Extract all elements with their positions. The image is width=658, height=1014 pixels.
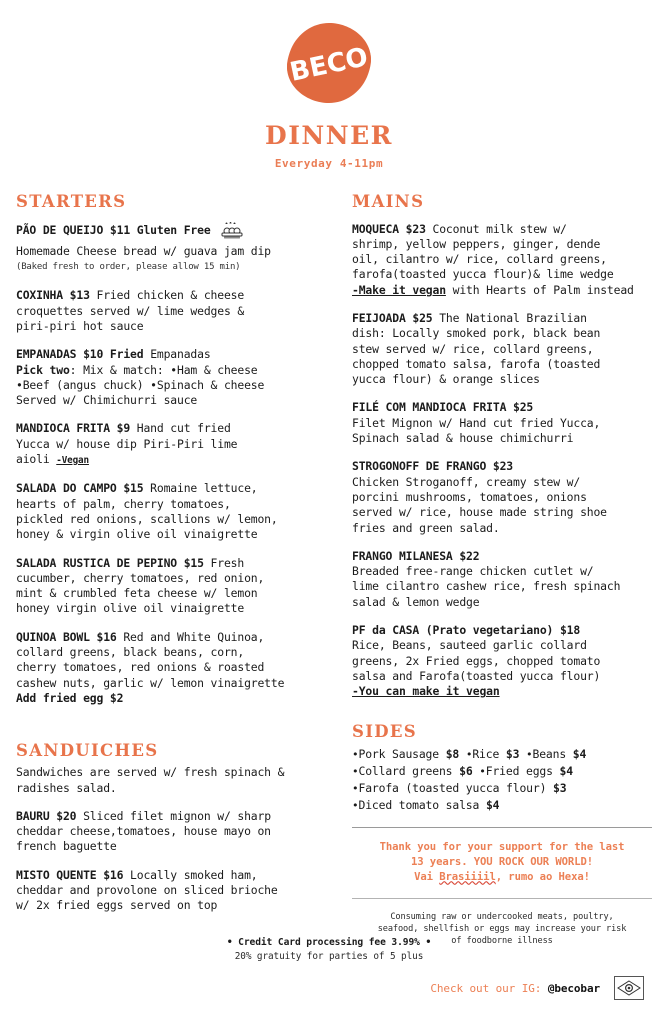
item-description-line: cherry tomatoes, red onions & roasted bbox=[16, 660, 265, 675]
item-description-line: Locally smoked ham, bbox=[130, 867, 258, 882]
item-description-line: chopped tomato salsa, farofa (toasted bbox=[352, 356, 601, 371]
menu-item bbox=[352, 400, 652, 446]
left-column bbox=[16, 192, 330, 914]
item-description-line: fries and green salad. bbox=[352, 520, 500, 535]
beco-logo bbox=[283, 19, 375, 107]
sides-list bbox=[352, 746, 652, 814]
menu-item bbox=[352, 549, 652, 610]
side-row bbox=[352, 746, 652, 763]
menu-footer bbox=[0, 937, 658, 1014]
side-label: Beans bbox=[532, 746, 567, 761]
item-description-line: Fresh bbox=[210, 555, 245, 570]
item-description-line: cashew nuts, garlic w/ lemon vinaigrette bbox=[16, 675, 285, 690]
disclaimer-line: seafood, shellfish or eggs may increase your risk bbox=[377, 923, 627, 934]
diet-tag-suffix: with Hearts of Palm instead bbox=[445, 282, 634, 297]
item-name: SALADA DO CAMPO $15 bbox=[16, 481, 144, 496]
thanks-line bbox=[352, 870, 652, 885]
logo-text: BECO bbox=[287, 42, 371, 88]
thanks-line: Thank you for your support for the last bbox=[379, 840, 625, 853]
side-price: $4 bbox=[572, 746, 587, 761]
divider-above-thanks bbox=[352, 827, 652, 828]
thank-you-message bbox=[352, 840, 652, 885]
divider-above-disclaimer bbox=[352, 898, 652, 899]
item-description-line: stew served w/ rice, collard greens, bbox=[352, 341, 594, 356]
page-title: DINNER bbox=[265, 121, 393, 150]
item-description-line: Served w/ Chimichurri sauce bbox=[16, 393, 198, 408]
item-description-line: Hand cut fried bbox=[136, 421, 231, 436]
menu-item bbox=[16, 288, 330, 334]
side-price: $6 bbox=[459, 763, 473, 778]
item-name: BAURU $20 bbox=[16, 808, 77, 823]
item-description-line: •Beef (angus chuck) •Spinach & cheese bbox=[16, 377, 265, 392]
menu-item bbox=[16, 421, 330, 468]
item-name: COXINHA $13 bbox=[16, 288, 90, 303]
item-description-line: porcini mushrooms, tomatoes, onions bbox=[352, 489, 587, 504]
bullet-icon: • bbox=[465, 747, 473, 761]
item-description-line: Red and White Quinoa, bbox=[123, 629, 265, 644]
side-label: Rice bbox=[472, 746, 500, 761]
item-name: MISTO QUENTE $16 bbox=[16, 867, 124, 882]
pick-two-label: Pick two bbox=[16, 362, 70, 377]
section-heading-sanduiches: SANDUICHES bbox=[16, 741, 159, 761]
item-description-line: honey virgin olive oil vinaigrette bbox=[16, 601, 245, 616]
menu-columns bbox=[0, 170, 658, 947]
bullet-icon: • bbox=[352, 747, 359, 761]
instagram-row bbox=[0, 966, 658, 1014]
item-description-line: aioli -Vegan bbox=[16, 452, 89, 467]
item-description-line: Coconut milk stew w/ bbox=[432, 221, 567, 236]
eye-diamond-icon bbox=[614, 976, 644, 1000]
item-description-line: Sliced filet mignon w/ sharp bbox=[83, 808, 271, 823]
intro-line: radishes salad. bbox=[16, 780, 117, 795]
item-description-line: Breaded free-range chicken cutlet w/ bbox=[352, 564, 594, 579]
item-description-line: lime cilantro cashew rice, fresh spinach bbox=[352, 579, 621, 594]
diet-tag: -Make it vegan bbox=[352, 282, 446, 297]
menu-item bbox=[352, 222, 652, 298]
bullet-icon: • bbox=[352, 764, 359, 778]
menu-item bbox=[16, 556, 330, 617]
item-description-line: salad & lemon wedge bbox=[352, 594, 480, 609]
item-description-line: served w/ rice, house made string shoe bbox=[352, 505, 607, 520]
side-label: Fried eggs bbox=[485, 763, 553, 778]
item-description-line: pickled red onions, scallions w/ lemon, bbox=[16, 511, 278, 526]
diet-tag: -You can make it vegan bbox=[352, 684, 500, 699]
fee-block bbox=[0, 937, 658, 966]
side-row bbox=[352, 797, 652, 814]
item-description-line: Romaine lettuce, bbox=[150, 481, 258, 496]
side-label: Diced tomato salsa bbox=[358, 797, 480, 812]
gratuity-policy: 20% gratuity for parties of 5 plus bbox=[234, 951, 424, 962]
side-price: $8 bbox=[445, 746, 460, 761]
item-description-line: yucca flour) & orange slices bbox=[352, 372, 540, 387]
thanks-suffix: , rumo ao Hexa! bbox=[495, 870, 590, 883]
item-description-line: honey & virgin olive oil vinaigrette bbox=[16, 527, 258, 542]
item-name: MOQUECA $23 bbox=[352, 221, 426, 236]
item-description-line: dish: Locally smoked pork, black bean bbox=[352, 326, 601, 341]
menu-item bbox=[16, 481, 330, 542]
side-label: Farofa (toasted yucca flour) bbox=[358, 780, 547, 795]
disclaimer-line: of foodborne illness bbox=[451, 935, 553, 946]
thanks-line: 13 years. YOU ROCK OUR WORLD! bbox=[410, 855, 594, 868]
item-description-line: greens, 2x Fried eggs, chopped tomato bbox=[352, 653, 601, 668]
logo-container bbox=[0, 14, 658, 112]
menu-item bbox=[16, 222, 330, 276]
menu-item bbox=[352, 459, 652, 535]
item-description-line: piri-piri hot sauce bbox=[16, 318, 144, 333]
side-label: Collard greens bbox=[358, 763, 453, 778]
item-description-line: cheddar and provolone on sliced brioche bbox=[16, 883, 278, 897]
item-name: STROGONOFF DE FRANGO $23 bbox=[352, 459, 513, 474]
item-description-line: oil, cilantro w/ rice, collard greens, bbox=[352, 252, 607, 267]
item-description-line: Spinach salad & house chimichurri bbox=[352, 431, 574, 446]
instagram-label bbox=[430, 982, 600, 995]
item-name-extra: Fried bbox=[109, 347, 144, 362]
item-addon: Add fried egg $2 bbox=[16, 690, 124, 705]
item-description-line: Rice, Beans, sauteed garlic collard bbox=[352, 638, 587, 653]
item-description-line: shrimp, yellow peppers, ginger, dende bbox=[352, 236, 601, 251]
item-description-line: Yucca w/ house dip Piri-Piri lime bbox=[16, 436, 238, 451]
item-note: (Baked fresh to order, please allow 15 min) bbox=[16, 262, 241, 273]
instagram-handle[interactable]: @becobar bbox=[547, 981, 600, 995]
menu-item bbox=[352, 311, 652, 387]
disclaimer-line: Consuming raw or undercooked meats, poultry, bbox=[390, 911, 614, 922]
side-row bbox=[352, 780, 652, 797]
item-description-line: mint & crumbled feta cheese w/ lemon bbox=[16, 586, 258, 601]
section-heading-starters: STARTERS bbox=[16, 191, 127, 211]
steaming-bread-icon bbox=[220, 222, 244, 244]
item-name: PÃO DE QUEIJO $11 Gluten Free bbox=[16, 222, 211, 237]
bullet-icon: • bbox=[352, 781, 359, 795]
side-row bbox=[352, 763, 652, 780]
menu-item bbox=[16, 809, 330, 855]
item-name: SALADA RUSTICA DE PEPINO $15 bbox=[16, 555, 204, 570]
item-description-line: cheddar cheese,tomatoes, house mayo on bbox=[16, 824, 271, 839]
diet-tag: -Vegan bbox=[56, 455, 89, 467]
item-description-line: Homemade Cheese bread w/ guava jam dip bbox=[16, 243, 271, 258]
side-price: $3 bbox=[553, 780, 567, 795]
item-description-line: collard greens, black beans, corn, bbox=[16, 645, 245, 660]
bullet-icon: • bbox=[526, 747, 533, 761]
item-description-line: Chicken Stroganoff, creamy stew w/ bbox=[352, 474, 581, 489]
bullet-icon: • bbox=[479, 764, 486, 778]
service-hours: Everyday 4-11pm bbox=[274, 156, 384, 170]
side-price: $4 bbox=[485, 797, 500, 812]
item-description-line: croquettes served w/ lime wedges & bbox=[16, 303, 245, 318]
section-heading-mains: MAINS bbox=[352, 191, 425, 211]
item-name: MANDIOCA FRITA $9 bbox=[16, 421, 131, 436]
item-description-line bbox=[352, 283, 652, 298]
intro-line: Sandwiches are served w/ fresh spinach & bbox=[16, 765, 285, 780]
item-description-line: hearts of palm, cherry tomatoes, bbox=[16, 496, 231, 511]
thanks-squiggle-word: Brasiiiil bbox=[439, 870, 496, 883]
sanduiches-intro bbox=[16, 765, 330, 796]
menu-item bbox=[16, 347, 330, 408]
item-description-line: w/ 2x fried eggs served on top bbox=[16, 898, 218, 913]
item-description-line: The National Brazilian bbox=[439, 310, 587, 325]
item-description-line: Fried chicken & cheese bbox=[96, 288, 245, 303]
item-description-line: Filet Mignon w/ Hand cut fried Yucca, bbox=[352, 415, 601, 430]
menu-header bbox=[0, 0, 658, 170]
thanks-prefix: Vai bbox=[414, 870, 440, 883]
bullet-icon: • bbox=[352, 798, 359, 812]
side-price: $3 bbox=[505, 746, 520, 761]
menu-item bbox=[352, 623, 652, 699]
menu-item bbox=[16, 868, 330, 914]
credit-card-fee: • Credit Card processing fee 3.99% • bbox=[226, 937, 432, 948]
item-name: PF da CASA (Prato vegetariano) $18 bbox=[352, 623, 581, 638]
item-description-line: farofa(toasted yucca flour)& lime wedge bbox=[352, 267, 614, 282]
item-description-line bbox=[16, 363, 330, 378]
item-description-tail: : Mix & match: •Ham & cheese bbox=[69, 362, 258, 377]
side-price: $4 bbox=[559, 763, 573, 778]
item-name: FEIJOADA $25 bbox=[352, 310, 433, 325]
item-description-line: salsa and Farofa(toasted yucca flour) bbox=[352, 668, 601, 683]
item-name: FILÉ COM MANDIOCA FRITA $25 bbox=[352, 400, 534, 415]
item-name: EMPANADAS $10 bbox=[16, 347, 104, 362]
menu-item bbox=[16, 630, 330, 706]
item-description-line: Empanadas bbox=[150, 347, 211, 362]
item-name: QUINOA BOWL $16 bbox=[16, 629, 117, 644]
item-description-line: french baguette bbox=[16, 839, 117, 854]
right-column bbox=[352, 192, 652, 947]
section-heading-sides: SIDES bbox=[352, 721, 417, 741]
item-name: FRANGO MILANESA $22 bbox=[352, 548, 480, 563]
item-description-line: cucumber, cherry tomatoes, red onion, bbox=[16, 570, 265, 585]
side-label: Pork Sausage bbox=[358, 746, 439, 761]
instagram-label-text: Check out our IG: bbox=[430, 981, 542, 995]
